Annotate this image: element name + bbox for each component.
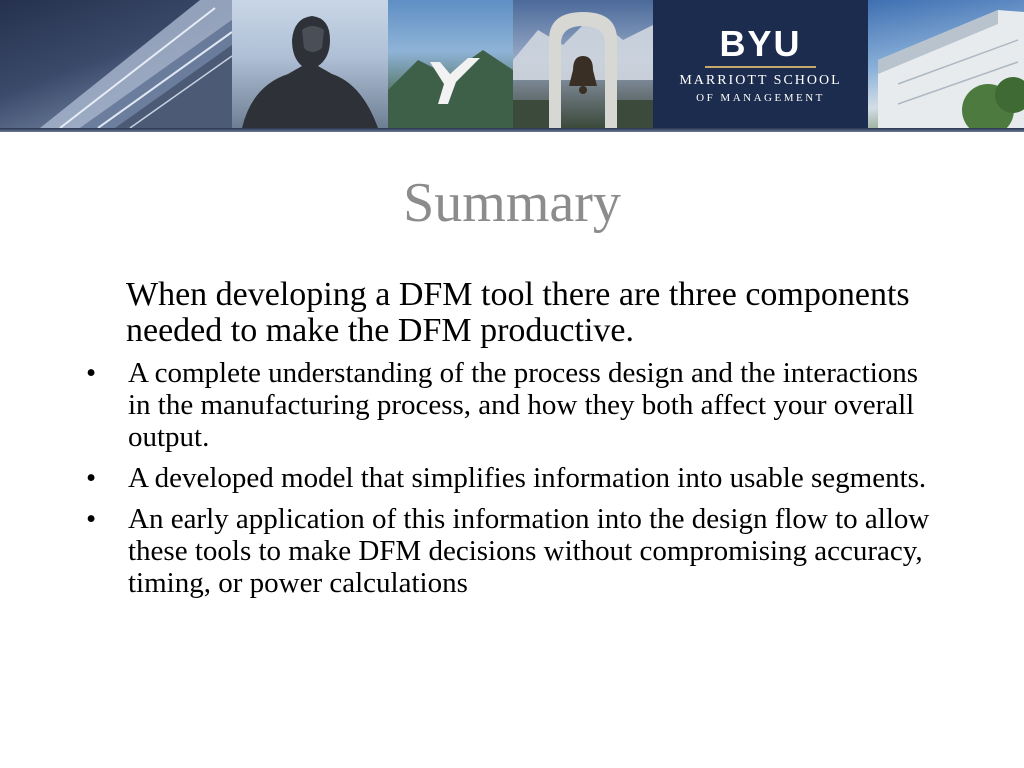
logo-wordmark: BYU xyxy=(719,23,802,64)
banner-photo-modern-building xyxy=(868,0,1024,128)
header-banner xyxy=(0,0,1024,128)
logo-school-name: MARRIOTT SCHOOL xyxy=(679,73,842,88)
logo-school-subtitle: OF MANAGEMENT xyxy=(696,92,825,104)
bullet-item-3 xyxy=(84,503,944,599)
bullet-icon: • xyxy=(86,503,97,535)
logo-divider xyxy=(705,66,816,68)
banner-photo-statue xyxy=(232,0,388,128)
banner-photo-building-glass xyxy=(0,0,232,128)
bullet-icon: • xyxy=(86,357,97,389)
banner-photo-y-mountain xyxy=(388,0,513,128)
bell-tower-illustration xyxy=(513,0,653,128)
bullet-text: An early application of this information into the design flow to allow these tools to make DFM decisions without compromising accuracy, timing, or power calculations xyxy=(128,503,930,599)
y-mountain-illustration xyxy=(388,0,513,128)
slide-title: Summary xyxy=(403,172,621,234)
slide-body xyxy=(84,277,944,608)
intro-paragraph: When developing a DFM tool there are three components needed to make the DFM productive. xyxy=(126,276,910,349)
byu-marriott-logo xyxy=(653,0,868,128)
banner-photo-bell-tower xyxy=(513,0,653,128)
bullet-icon: • xyxy=(86,462,97,494)
bullet-text: A complete understanding of the process design and the interactions in the manufacturing process, and how they both affect your overall output. xyxy=(128,357,919,453)
bullet-item-1 xyxy=(84,357,944,453)
bullet-item-2 xyxy=(84,462,944,494)
banner-divider xyxy=(0,128,1024,132)
modern-building-illustration xyxy=(868,0,1024,128)
statue-illustration xyxy=(232,0,388,128)
bullet-list xyxy=(84,357,944,599)
glass-building-illustration xyxy=(0,0,232,128)
bullet-text: A developed model that simplifies information into usable segments. xyxy=(128,462,927,494)
